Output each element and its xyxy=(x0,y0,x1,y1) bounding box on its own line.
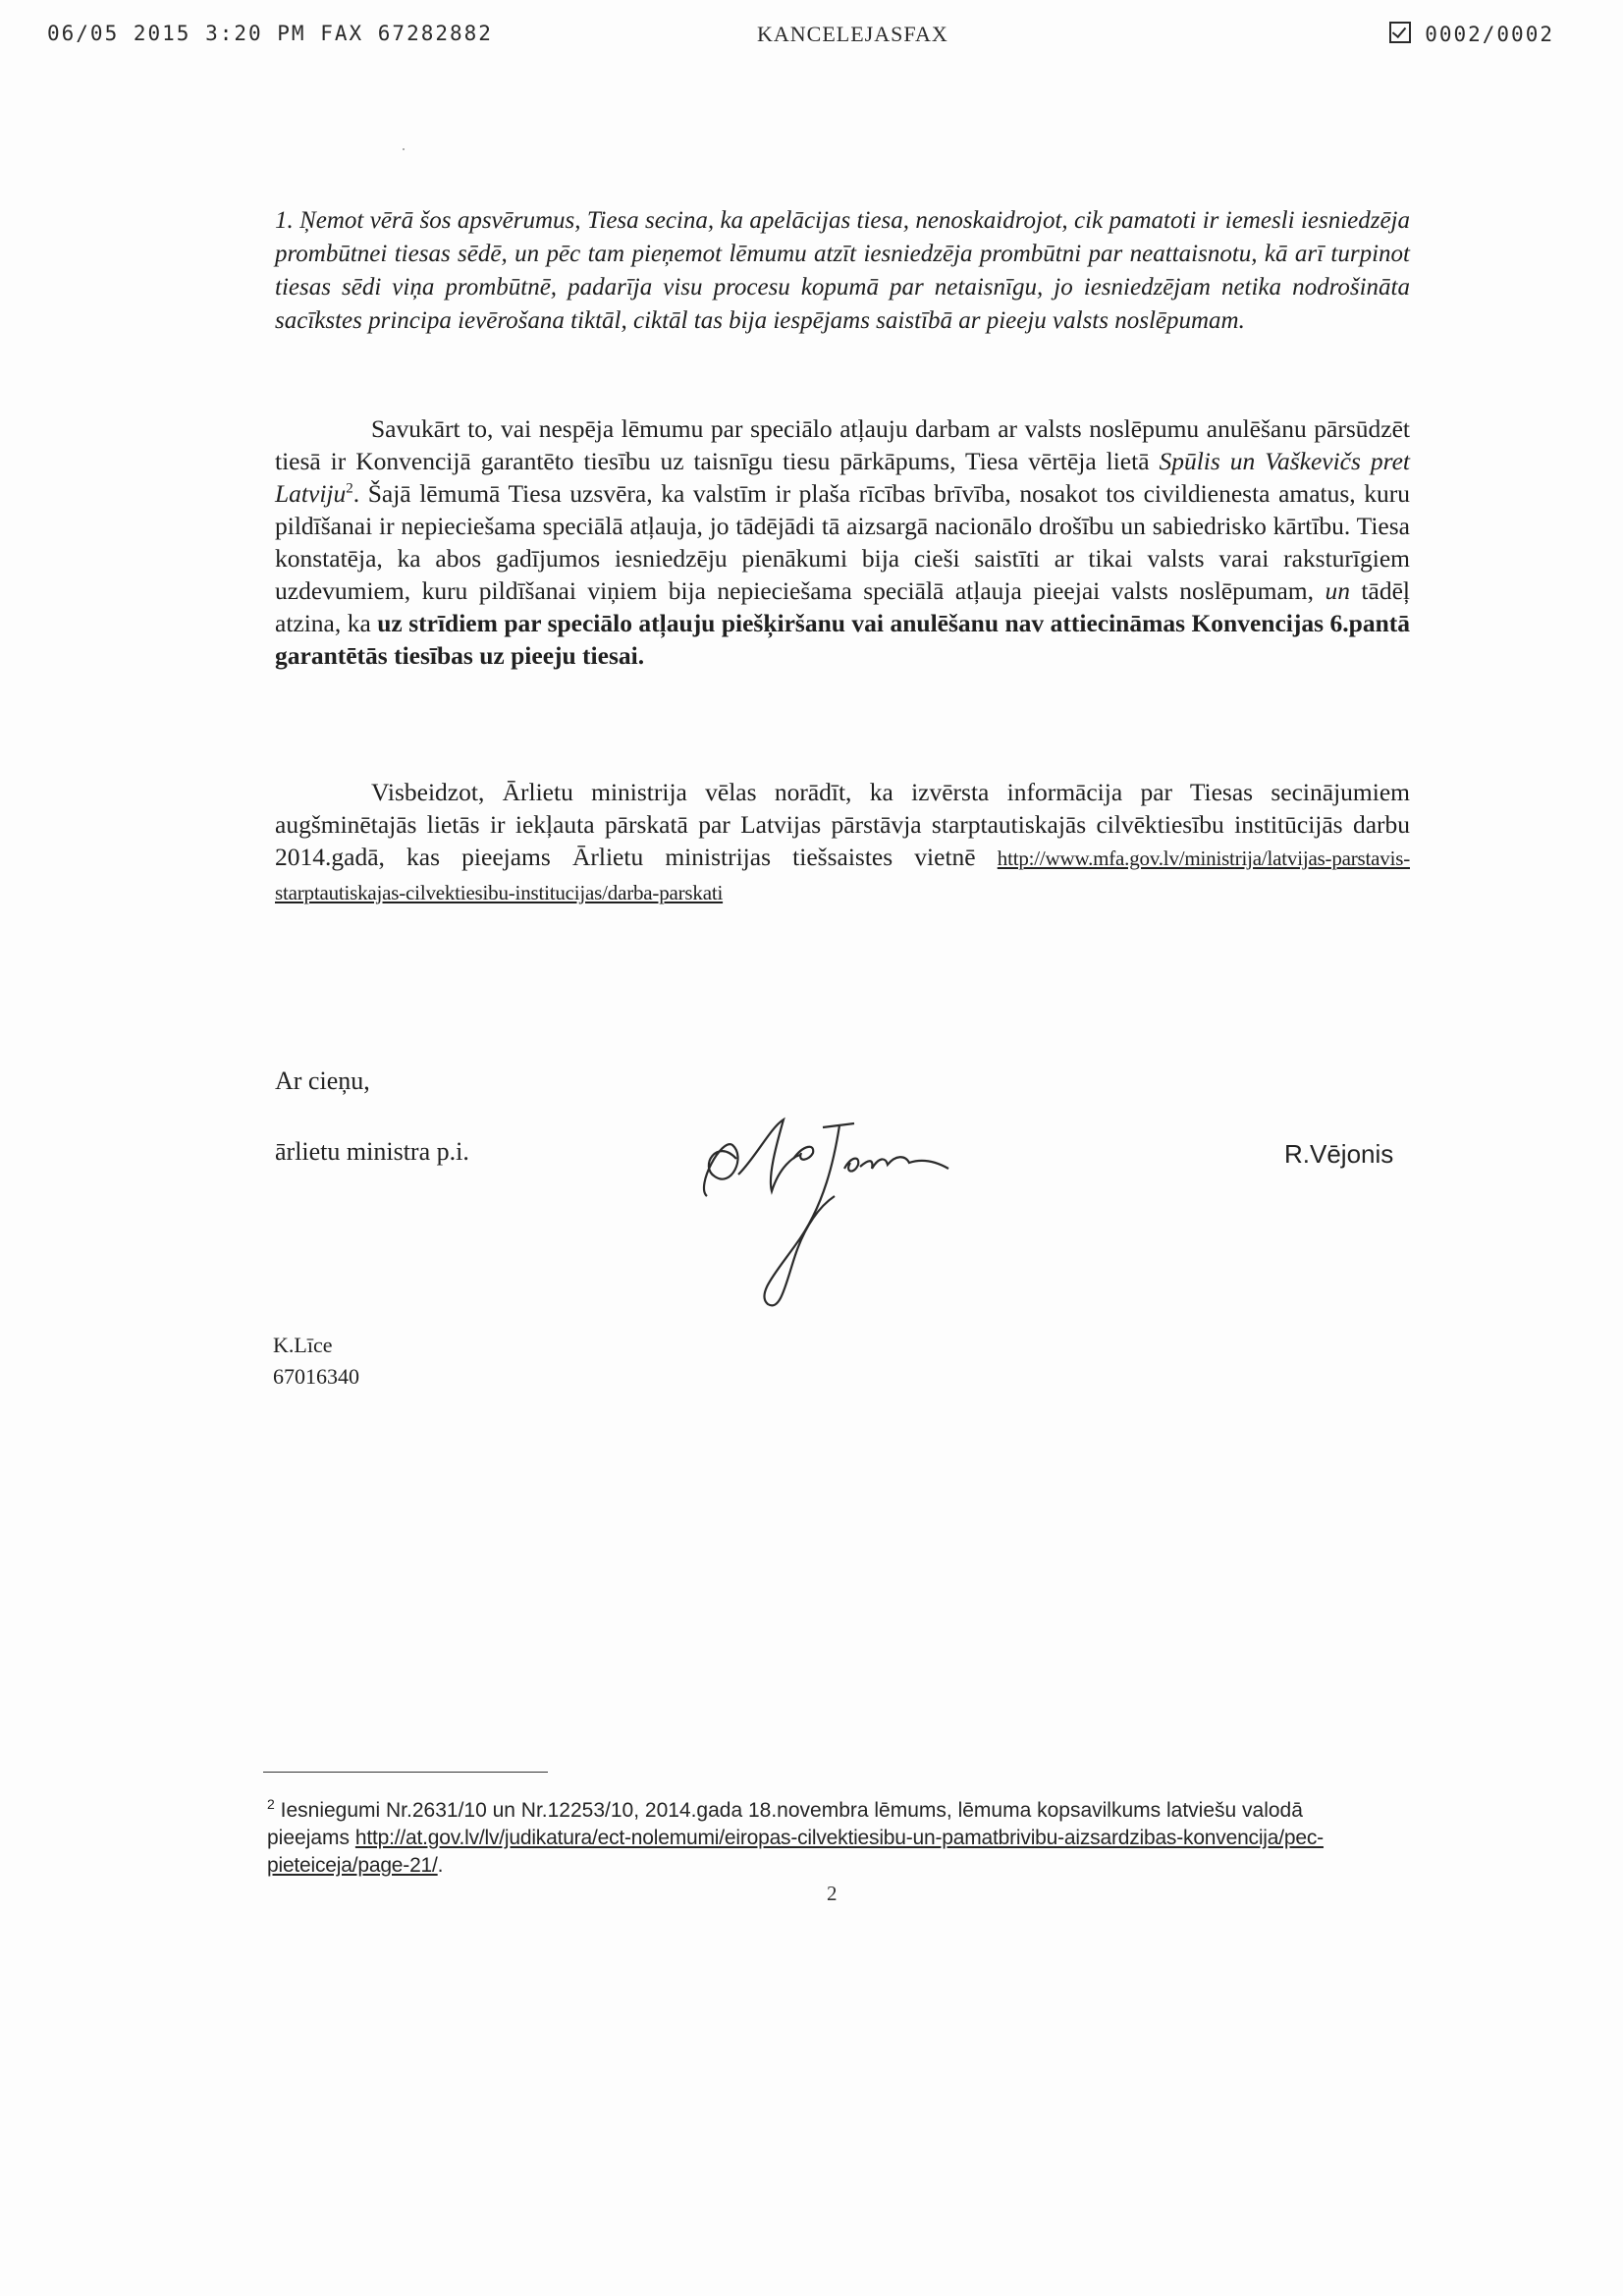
fax-header-sender: KANCELEJASFAX xyxy=(757,22,948,46)
footnote xyxy=(267,1797,1377,1880)
italic-paragraph xyxy=(275,204,1410,338)
footnote-divider xyxy=(263,1772,548,1773)
author-name: K.Līce xyxy=(273,1333,333,1357)
paragraph-2-part3: tādēļ atzina, ka xyxy=(275,576,1410,637)
page-number: 2 xyxy=(827,1882,838,1905)
signatory-role: ārlietu ministra p.i. xyxy=(275,1137,469,1166)
author-block xyxy=(273,1330,359,1393)
paragraph-2-un: un xyxy=(1325,576,1350,605)
scan-speck xyxy=(403,148,405,150)
footnote-end: . xyxy=(437,1854,444,1877)
closing-regards: Ar cieņu, xyxy=(275,1066,370,1095)
footnote-text: Iesniegumi Nr.2631/10 un Nr.12253/10, 2014.gada 18.novembra lēmums, lēmuma kopsavilkums latviešu valodā pieejams xyxy=(267,1799,1303,1849)
checkbox-icon xyxy=(1389,22,1411,43)
paragraph-3-text: Visbeidzot, Ārlietu ministrija vēlas norādīt, ka izvērsta informācija par Tiesas secinājumiem augšminētajās lietās ir iekļauta pārskatā par Latvijas pārstāvja starptautiskajās cilvēktiesību institūcijās darbu 2014.gadā, kas pieejams Ārlietu ministrijas tiešsaistes vietnē xyxy=(275,778,1410,871)
fax-header-page-count: 0002/0002 xyxy=(1425,23,1554,46)
mfa-report-link[interactable]: http://www.mfa.gov.lv/ministrija/latvijas-parstavis-starptautiskajas-cilvektiesibu-institucijas/darba-parskati xyxy=(275,847,1410,904)
fax-header xyxy=(47,22,1554,53)
author-phone: 67016340 xyxy=(273,1364,359,1389)
footnote-link[interactable]: http://at.gov.lv/lv/judikatura/ect-nolemumi/eiropas-cilvektiesibu-un-pamatbrivibu-aizsardzibas-konvencija/pec-pieteiceja/page-21/ xyxy=(267,1827,1324,1877)
footnote-reference[interactable]: 2 xyxy=(346,480,353,497)
signatory-name: R.Vējonis xyxy=(1284,1139,1394,1169)
case-name: Spūlis un Vaškevičs pret Latviju xyxy=(275,447,1410,508)
paragraph-2-part2: . Šajā lēmumā Tiesa uzsvēra, ka valstīm ir plaša rīcības brīvība, nosakot tos civildienesta amatus, kuru pildīšanai ir nepieciešama speciālā atļauja, jo tādējādi tā aizsargā nacionālo drošību un sabiedrisko kārtību. Tiesa konstatēja, ka abos gadījumos iesniedzēju pienākumi bija cieši saistīti ar tikai valsts varai raksturīgiem uzdevumiem, kuru pildīšanai viņiem bija nepieciešama speciālā atļauja pieejai valsts noslēpumam, xyxy=(275,479,1410,605)
italic-paragraph-number: 1. xyxy=(275,207,294,234)
handwritten-signature xyxy=(677,1098,992,1324)
footnote-number: 2 xyxy=(267,1796,275,1812)
paragraph-3 xyxy=(275,776,1410,909)
italic-paragraph-text: Ņemot vērā šos apsvērumus, Tiesa secina, ka apelācijas tiesa, nenoskaidrojot, cik pamatoti ir iemesli iesniedzēja prombūtnei tiesas sēdē, un pēc tam pieņemot lēmumu atzīt iesniedzēja prombūtni par neattaisnotu, kā arī turpinot tiesas sēdi viņa prombūtnē, padarīja visu procesu kopumā par netaisnīgu, jo iesniedzējam netika nodrošināta sacīkstes principa ievērošana tiktāl, ciktāl tas bija iespējams saistībā ar pieeju valsts noslēpumam. xyxy=(275,207,1411,334)
paragraph-2-part1: Savukārt to, vai nespēja lēmumu par speciālo atļauju darbam ar valsts noslēpumu anulēšanu pārsūdzēt tiesā ir Konvencijā garantēto tiesību uz taisnīgu tiesu pārkāpums, Tiesa vērtēja lietā xyxy=(275,414,1410,475)
paragraph-2 xyxy=(275,412,1410,672)
paragraph-2-bold-conclusion: uz strīdiem par speciālo atļauju piešķiršanu vai anulēšanu nav attiecināmas Konvencijas 6.pantā garantētās tiesības uz pieeju tiesai. xyxy=(275,609,1410,670)
fax-header-pages xyxy=(1389,22,1554,46)
fax-header-datetime: 06/05 2015 3:20 PM FAX 67282882 xyxy=(47,22,493,45)
